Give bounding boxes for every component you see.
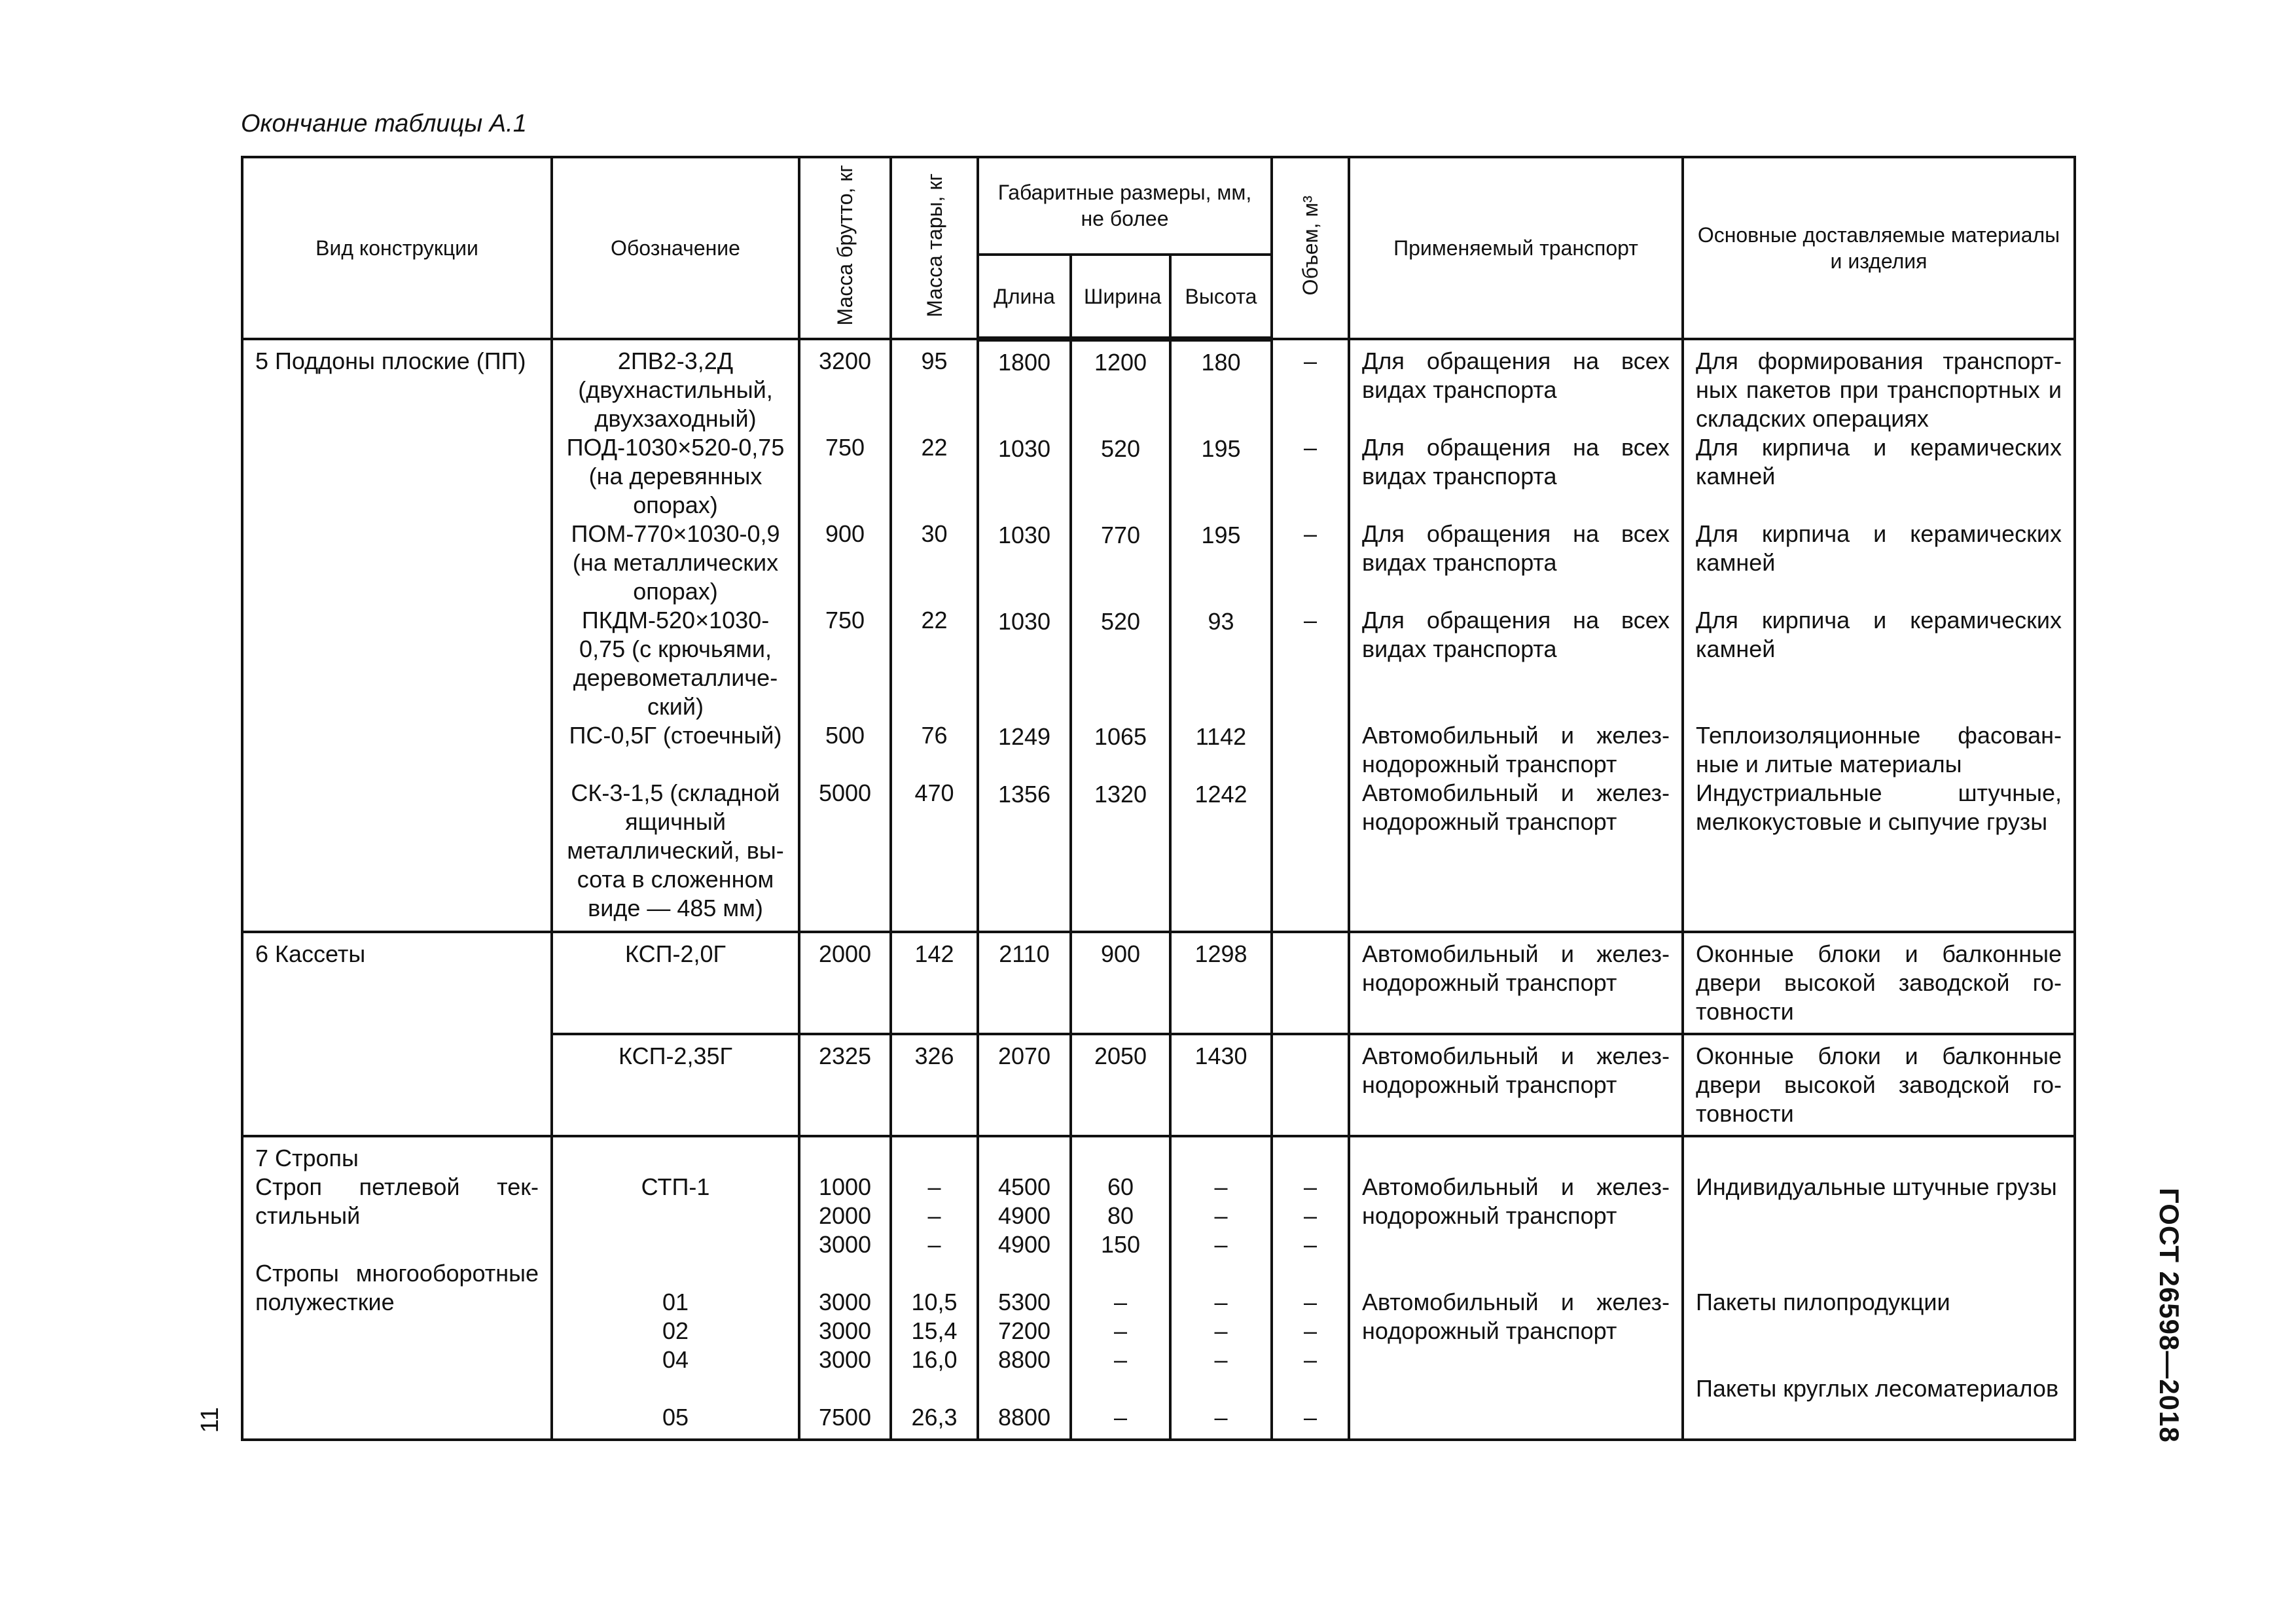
header-designation: Обозначение xyxy=(552,157,799,339)
transport-entry: Для обращения на всех видах транспорта xyxy=(1362,434,1670,490)
sling-value: – xyxy=(1113,1317,1128,1345)
sling-value: 15,4 xyxy=(911,1317,958,1345)
width-cell: 2050 xyxy=(1071,1034,1170,1136)
sling-value: – xyxy=(1113,1404,1128,1431)
length-cell xyxy=(978,339,1071,932)
table-caption: Окончание таблицы А.1 xyxy=(241,110,527,137)
tare-cell: 142 xyxy=(891,932,978,1034)
tare-entry: 22 xyxy=(921,607,948,634)
gross-cell: 2325 xyxy=(799,1034,891,1136)
sling-value: 3000 xyxy=(818,1317,872,1345)
length-cell: 2070 xyxy=(978,1034,1071,1136)
width-entry: 1065 xyxy=(1094,723,1147,751)
sling-value: – xyxy=(1303,1317,1318,1345)
width-entry: 520 xyxy=(1100,608,1141,635)
sling-value: 10,5 xyxy=(911,1289,958,1316)
materials-cell: Оконные блоки и балконные двери высокой заводской готовности xyxy=(1683,1034,2075,1136)
sling-value xyxy=(1084,1374,1157,1403)
slings-materials-1: Индивидуальные штучные грузы xyxy=(1696,1173,2057,1201)
header-dims: Габаритные размеры, мм, не более xyxy=(978,157,1272,255)
transport-cell xyxy=(1349,1136,1683,1440)
volume-cell xyxy=(1272,932,1349,1034)
designation-cell xyxy=(552,1136,799,1440)
sling-value: 80 xyxy=(1107,1202,1134,1230)
gross-entry: 5000 xyxy=(818,779,872,807)
sling-value: – xyxy=(1303,1289,1318,1316)
designation-entry: СК-3-1,5 (складной ящичный металлический, высота в сложенном виде — 485 мм) xyxy=(567,779,784,922)
slings-transport-2: Автомобильный и железнодорожный транспорт xyxy=(1362,1289,1670,1345)
sling-value: 1000 xyxy=(818,1173,872,1201)
tare-entry: 30 xyxy=(921,520,948,548)
tare-entry: 76 xyxy=(921,722,948,749)
sling-value: 5300 xyxy=(997,1289,1051,1316)
sling-value xyxy=(565,1230,786,1259)
volume-entry: – xyxy=(1303,348,1318,375)
sling-value: – xyxy=(927,1202,941,1230)
sling-value xyxy=(1183,1259,1259,1288)
height-entry: 180 xyxy=(1201,349,1241,376)
gross-cell xyxy=(799,339,891,932)
sling-value: – xyxy=(1214,1317,1228,1345)
designation-cell: КСП-2,35Г xyxy=(552,1034,799,1136)
sling-value: – xyxy=(1113,1289,1128,1316)
sling-value: – xyxy=(1303,1404,1318,1431)
sling-value: 8800 xyxy=(997,1346,1051,1374)
designation-entry: ПКДМ-520×1030-0,75 (с крючьями, деревометаллический) xyxy=(573,607,778,721)
sling-value xyxy=(1285,1374,1336,1403)
sling-value: 3000 xyxy=(818,1231,872,1258)
materials-cell: Оконные блоки и балконные двери высокой заводской готовности xyxy=(1683,932,2075,1034)
section-type xyxy=(242,1136,552,1440)
header-tare-text: Масса тары, кг xyxy=(922,173,946,317)
header-transport: Применяемый транспорт xyxy=(1349,157,1683,339)
volume-entry: – xyxy=(1303,434,1318,461)
header-height: Высота xyxy=(1170,255,1272,340)
sling-value: – xyxy=(1214,1404,1228,1431)
tare-entry: 22 xyxy=(921,434,948,461)
slings-title: 7 Стропы xyxy=(255,1145,359,1172)
height-cell xyxy=(1170,1136,1272,1440)
sling-value: 04 xyxy=(662,1346,689,1374)
sling-value: 2000 xyxy=(818,1202,872,1230)
height-entry: 195 xyxy=(1201,522,1241,549)
sling-value: – xyxy=(1303,1173,1318,1201)
page-number: 11 xyxy=(196,1407,224,1433)
transport-cell: Автомобильный и железнодорожный транспорт xyxy=(1349,932,1683,1034)
sling-value: 60 xyxy=(1107,1173,1134,1201)
data-table xyxy=(241,156,2076,1441)
materials-entry: Индустриальные штучные, мелкокустовые и сыпучие грузы xyxy=(1696,779,2062,836)
width-entry: 1320 xyxy=(1094,781,1147,808)
slings-materials-2: Пакеты пилопродукции xyxy=(1696,1289,1950,1316)
designation-entry: ПОМ-770×1030-0,9 (на металлических опорах) xyxy=(571,520,780,605)
materials-cell xyxy=(1683,339,2075,932)
volume-cell xyxy=(1272,1136,1349,1440)
gross-entry: 750 xyxy=(825,434,865,461)
sling-value: – xyxy=(1303,1231,1318,1258)
sling-value xyxy=(904,1259,965,1288)
transport-entry: Автомобильный и железнодорожный транспорт xyxy=(1362,722,1670,778)
sling-value xyxy=(1285,1259,1336,1288)
length-entry: 1030 xyxy=(997,522,1051,549)
sling-value: 8800 xyxy=(997,1404,1051,1431)
sling-value: 02 xyxy=(662,1317,689,1345)
width-entry: 1200 xyxy=(1094,349,1147,376)
slings-semirigid-type: Стропы многооборотные полужесткие xyxy=(255,1260,539,1316)
tare-cell: 326 xyxy=(891,1034,978,1136)
volume-entry xyxy=(1285,779,1336,923)
gross-entry: 500 xyxy=(825,722,865,749)
sling-value: – xyxy=(1214,1173,1228,1201)
slings-transport-1: Автомобильный и железнодорожный транспорт xyxy=(1362,1173,1670,1230)
height-entry: 195 xyxy=(1201,435,1241,463)
sling-value xyxy=(1084,1259,1157,1288)
sling-value xyxy=(904,1374,965,1403)
transport-cell xyxy=(1349,339,1683,932)
header-volume-text: Объем, м³ xyxy=(1299,195,1322,295)
height-entry: 1142 xyxy=(1195,723,1247,751)
header-gross xyxy=(799,157,891,339)
sling-value xyxy=(565,1259,786,1288)
volume-entry: – xyxy=(1303,520,1318,548)
sling-value: 16,0 xyxy=(911,1346,958,1374)
header-tare xyxy=(891,157,978,339)
length-entry: 1030 xyxy=(997,608,1051,635)
sling-value: СТП-1 xyxy=(641,1173,710,1201)
section-cassettes xyxy=(242,932,2075,1136)
document-code: ГОСТ 26598—2018 xyxy=(2154,1188,2185,1443)
sling-value: 01 xyxy=(662,1289,689,1316)
tare-cell xyxy=(891,1136,978,1440)
height-cell xyxy=(1170,339,1272,932)
sling-value: 3000 xyxy=(818,1346,872,1374)
materials-entry: Для кирпича и керамических камней xyxy=(1696,607,2062,663)
header-width: Ширина xyxy=(1071,255,1170,340)
sling-value: 150 xyxy=(1100,1231,1141,1258)
gross-cell xyxy=(799,1136,891,1440)
sling-value: 4900 xyxy=(997,1231,1051,1258)
transport-entry: Для обращения на всех видах транспорта xyxy=(1362,607,1670,663)
sling-value: – xyxy=(927,1173,941,1201)
header-type: Вид конструкции xyxy=(242,157,552,339)
height-entry: 93 xyxy=(1208,608,1234,635)
length-entry: 1030 xyxy=(997,435,1051,463)
sling-value: 4900 xyxy=(997,1202,1051,1230)
sling-value: 26,3 xyxy=(911,1404,958,1431)
header-length: Длина xyxy=(978,255,1071,340)
sling-value: – xyxy=(1113,1346,1128,1374)
designation-entry: ПОД-1030×520-0,75 (на деревянных опорах) xyxy=(566,434,785,519)
height-entry: 1242 xyxy=(1194,781,1247,808)
slings-textile-type: Строп петлевой текстильный xyxy=(255,1173,539,1230)
sling-value xyxy=(812,1374,878,1403)
sling-value: – xyxy=(927,1231,941,1258)
length-entry: 1249 xyxy=(997,723,1051,751)
tare-cell xyxy=(891,339,978,932)
sling-value xyxy=(812,1259,878,1288)
length-entry: 1800 xyxy=(997,349,1051,376)
sling-value: – xyxy=(1214,1346,1228,1374)
sling-value: 4500 xyxy=(997,1173,1051,1201)
designation-entry: 2ПВ2-3,2Д (двухнастильный, двухзаходный) xyxy=(578,348,773,433)
sling-value: 3000 xyxy=(818,1289,872,1316)
gross-entry: 900 xyxy=(825,520,865,548)
gross-entry: 750 xyxy=(825,607,865,634)
sling-value xyxy=(991,1374,1058,1403)
section-slings xyxy=(242,1136,2075,1440)
width-cell xyxy=(1071,339,1170,932)
materials-entry: Теплоизоляционные фасованные и литые материалы xyxy=(1696,722,2062,778)
designation-cell xyxy=(552,339,799,932)
sling-value xyxy=(565,1374,786,1403)
designation-cell: КСП-2,0Г xyxy=(552,932,799,1034)
volume-cell xyxy=(1272,1034,1349,1136)
width-cell: 900 xyxy=(1071,932,1170,1034)
tare-entry: 95 xyxy=(921,348,948,375)
volume-cell xyxy=(1272,339,1349,932)
header-volume xyxy=(1272,157,1349,339)
length-cell xyxy=(978,1136,1071,1440)
designation-entry: ПС-0,5Г (стоечный) xyxy=(569,722,782,749)
header-materials: Основные доставляемые материалы и изделия xyxy=(1683,157,2075,339)
materials-entry: Для кирпича и керамических камней xyxy=(1696,434,2062,490)
sling-value: – xyxy=(1214,1202,1228,1230)
width-entry: 770 xyxy=(1100,522,1141,549)
gross-entry: 3200 xyxy=(818,348,872,375)
sling-value: – xyxy=(1214,1231,1228,1258)
transport-entry: Автомобильный и железнодорожный транспорт xyxy=(1362,779,1670,836)
sling-value: 05 xyxy=(662,1404,689,1431)
length-cell: 2110 xyxy=(978,932,1071,1034)
width-cell xyxy=(1071,1136,1170,1440)
volume-entry xyxy=(1285,721,1336,779)
volume-entry: – xyxy=(1303,607,1318,634)
height-cell: 1430 xyxy=(1170,1034,1272,1136)
length-entry: 1356 xyxy=(997,781,1051,808)
slings-materials-3: Пакеты круглых лесоматериалов xyxy=(1696,1375,2059,1402)
materials-entry: Для формирования транспортных пакетов при транспортных и складских операциях xyxy=(1696,348,2062,433)
transport-entry: Для обращения на всех видах транспорта xyxy=(1362,348,1670,404)
sling-value xyxy=(991,1259,1058,1288)
transport-entry: Для обращения на всех видах транспорта xyxy=(1362,520,1670,577)
sling-value: – xyxy=(1303,1346,1318,1374)
sling-value: – xyxy=(1214,1289,1228,1316)
sling-value: – xyxy=(1303,1202,1318,1230)
sling-value: 7500 xyxy=(818,1404,872,1431)
sling-value xyxy=(565,1202,786,1230)
section-type: 5 Поддоны плоские (ПП) xyxy=(242,339,552,932)
materials-cell xyxy=(1683,1136,2075,1440)
materials-entry: Для кирпича и керамических камней xyxy=(1696,520,2062,577)
section-pallets xyxy=(242,339,2075,932)
section-type: 6 Кассеты xyxy=(242,932,552,1136)
width-entry: 520 xyxy=(1100,435,1141,463)
transport-cell: Автомобильный и железнодорожный транспорт xyxy=(1349,1034,1683,1136)
tare-entry: 470 xyxy=(914,779,954,807)
sling-value: 7200 xyxy=(997,1317,1051,1345)
sling-value xyxy=(1183,1374,1259,1403)
height-cell: 1298 xyxy=(1170,932,1272,1034)
gross-cell: 2000 xyxy=(799,932,891,1034)
header-gross-text: Масса брутто, кг xyxy=(833,165,857,326)
